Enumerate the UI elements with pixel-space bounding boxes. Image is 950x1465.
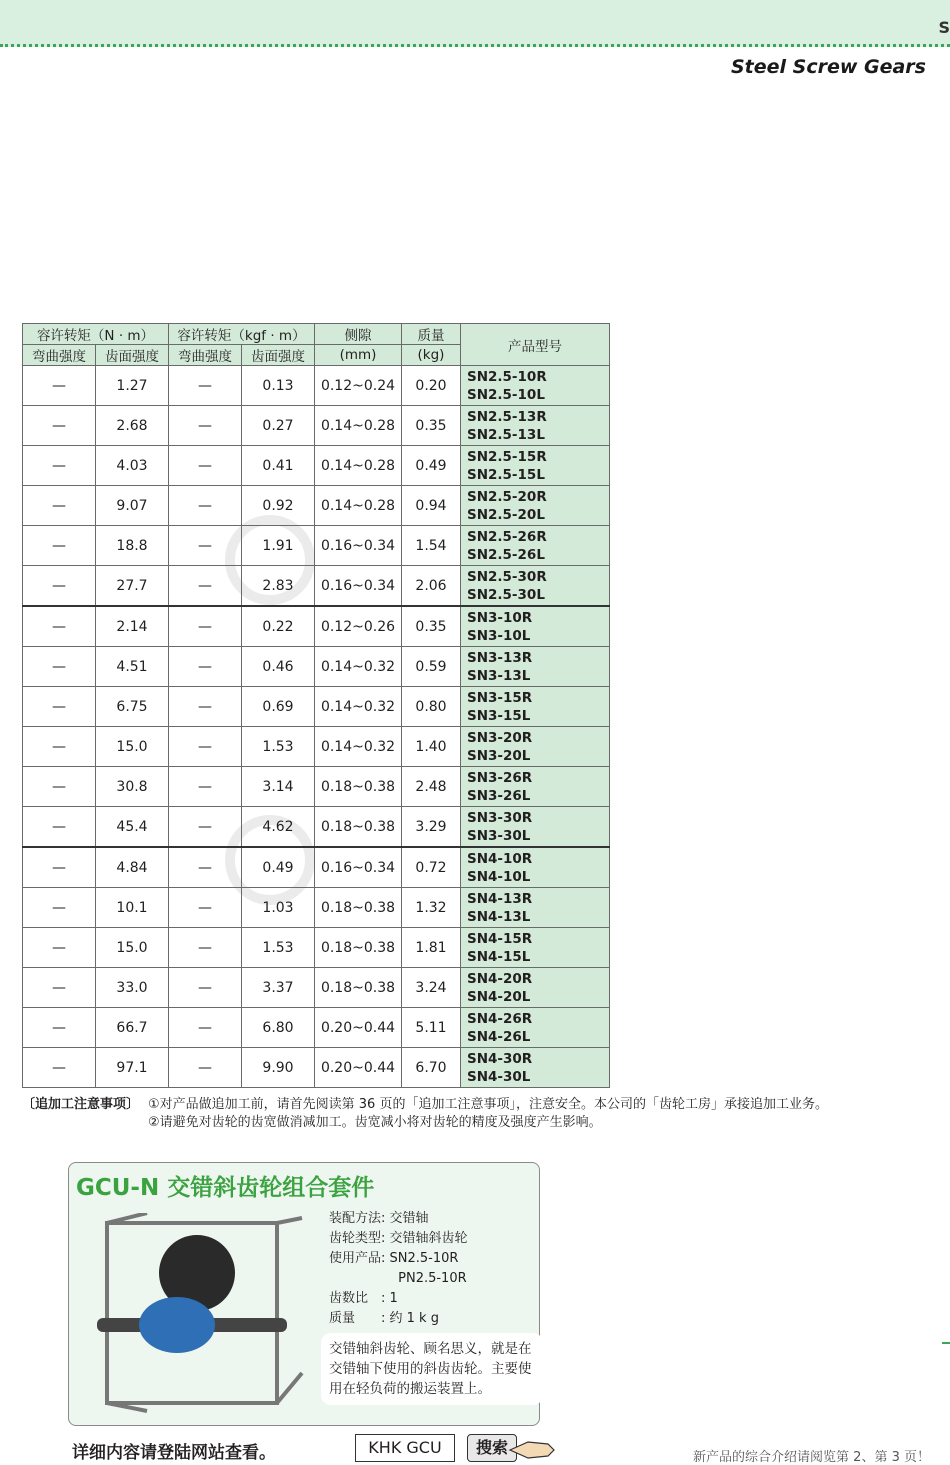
table-row	[23, 566, 610, 607]
cell-mass: 1.32	[402, 888, 461, 928]
table-row	[23, 486, 610, 526]
cell-surface-kgfm: 9.90	[242, 1048, 315, 1088]
cell-model	[461, 807, 610, 848]
table-row	[23, 647, 610, 687]
model-right: SN3-10R	[467, 609, 533, 626]
cell-backlash: 0.14~0.28	[315, 486, 402, 526]
cell-bending-nm: —	[23, 1048, 96, 1088]
cell-backlash: 0.16~0.34	[315, 526, 402, 566]
cell-mass: 3.24	[402, 968, 461, 1008]
cell-bending-nm: —	[23, 807, 96, 848]
model-left: SN3-10L	[467, 627, 531, 644]
model-right: SN2.5-10R	[467, 368, 547, 385]
cell-surface-nm: 15.0	[96, 727, 169, 767]
cell-model	[461, 446, 610, 486]
model-left: SN3-30L	[467, 827, 531, 844]
cell-bending-kgfm: —	[169, 687, 242, 727]
cell-surface-nm: 2.68	[96, 406, 169, 446]
cell-mass: 6.70	[402, 1048, 461, 1088]
cell-surface-kgfm: 0.13	[242, 366, 315, 406]
cell-surface-kgfm: 3.14	[242, 767, 315, 807]
cell-surface-nm: 66.7	[96, 1008, 169, 1048]
header-allow-torque-kgfm: 容许转矩（kgf · m）	[169, 324, 315, 345]
cell-surface-nm: 15.0	[96, 928, 169, 968]
cell-bending-nm: —	[23, 486, 96, 526]
cell-bending-kgfm: —	[169, 446, 242, 486]
cell-mass: 0.35	[402, 606, 461, 647]
model-right: SN2.5-20R	[467, 488, 547, 505]
cell-surface-kgfm: 6.80	[242, 1008, 315, 1048]
cell-mass: 0.49	[402, 446, 461, 486]
kit-title: GCU-N 交错斜齿轮组合套件	[76, 1175, 375, 1201]
model-right: SN3-30R	[467, 809, 533, 826]
cell-mass: 1.81	[402, 928, 461, 968]
model-left: SN4-26L	[467, 1028, 531, 1045]
cell-bending-kgfm: —	[169, 1008, 242, 1048]
cell-backlash: 0.18~0.38	[315, 767, 402, 807]
cell-surface-nm: 1.27	[96, 366, 169, 406]
model-right: SN4-30R	[467, 1050, 533, 1067]
cell-surface-nm: 18.8	[96, 526, 169, 566]
cell-bending-kgfm: —	[169, 606, 242, 647]
cell-surface-nm: 2.14	[96, 606, 169, 647]
cell-bending-nm: —	[23, 526, 96, 566]
cell-surface-kgfm: 0.49	[242, 847, 315, 888]
cell-bending-nm: —	[23, 566, 96, 607]
model-left: SN2.5-15L	[467, 466, 545, 483]
header-allow-torque-nm: 容许转矩（N · m）	[23, 324, 169, 345]
note-line-2: ②请避免对齿轮的齿宽做消减加工。齿宽减小将对齿轮的精度及强度产生影响。	[148, 1115, 602, 1130]
cell-surface-kgfm: 0.92	[242, 486, 315, 526]
cell-bending-nm: —	[23, 606, 96, 647]
search-box[interactable]: KHK GCU	[355, 1434, 455, 1462]
cell-bending-kgfm: —	[169, 647, 242, 687]
cell-bending-kgfm: —	[169, 807, 242, 848]
model-left: SN3-13L	[467, 667, 531, 684]
kit-spec-mass: 质量 : 约 1 k g	[329, 1311, 439, 1326]
cell-surface-kgfm: 1.53	[242, 928, 315, 968]
table-row	[23, 406, 610, 446]
table-row	[23, 888, 610, 928]
cell-bending-nm: —	[23, 1008, 96, 1048]
cell-backlash: 0.16~0.34	[315, 566, 402, 607]
cell-surface-kgfm: 2.83	[242, 566, 315, 607]
cell-bending-nm: —	[23, 968, 96, 1008]
cell-bending-nm: —	[23, 767, 96, 807]
model-right: SN3-26R	[467, 769, 533, 786]
cell-backlash: 0.12~0.24	[315, 366, 402, 406]
table-row	[23, 366, 610, 406]
cell-surface-nm: 30.8	[96, 767, 169, 807]
table-row	[23, 526, 610, 566]
cell-model	[461, 566, 610, 607]
cell-model	[461, 606, 610, 647]
cell-model	[461, 928, 610, 968]
model-right: SN2.5-15R	[467, 448, 547, 465]
cell-surface-kgfm: 0.69	[242, 687, 315, 727]
page-edge-mark	[942, 1342, 950, 1344]
header-backlash-unit: (mm)	[315, 345, 402, 366]
cell-bending-nm: —	[23, 928, 96, 968]
cell-bending-kgfm: —	[169, 968, 242, 1008]
cell-mass: 2.48	[402, 767, 461, 807]
page-edge-letter: S	[938, 18, 950, 37]
cell-bending-kgfm: —	[169, 888, 242, 928]
table-row	[23, 446, 610, 486]
cell-bending-nm: —	[23, 406, 96, 446]
model-left: SN4-15L	[467, 948, 531, 965]
cell-model	[461, 767, 610, 807]
header-bending-nm: 弯曲强度	[23, 345, 96, 366]
cell-backlash: 0.14~0.28	[315, 446, 402, 486]
table-row	[23, 606, 610, 647]
model-left: SN4-13L	[467, 908, 531, 925]
kit-spec-ratio: 齿数比 : 1	[329, 1291, 398, 1306]
table-header-row	[23, 324, 610, 345]
cell-surface-kgfm: 1.03	[242, 888, 315, 928]
model-left: SN3-15L	[467, 707, 531, 724]
cell-bending-kgfm: —	[169, 1048, 242, 1088]
model-right: SN3-15R	[467, 689, 533, 706]
model-right: SN2.5-30R	[467, 568, 547, 585]
header-model: 产品型号	[461, 324, 610, 366]
cell-mass: 3.29	[402, 807, 461, 848]
cell-mass: 5.11	[402, 1008, 461, 1048]
cell-backlash: 0.12~0.26	[315, 606, 402, 647]
cell-model	[461, 727, 610, 767]
cell-bending-kgfm: —	[169, 928, 242, 968]
spec-table	[22, 323, 610, 1088]
cell-mass: 0.72	[402, 847, 461, 888]
cell-surface-kgfm: 1.53	[242, 727, 315, 767]
table-row	[23, 687, 610, 727]
cell-mass: 0.20	[402, 366, 461, 406]
cell-surface-kgfm: 0.46	[242, 647, 315, 687]
model-left: SN3-26L	[467, 787, 531, 804]
kit-panel	[68, 1162, 540, 1426]
section-title: Steel Screw Gears	[730, 56, 926, 78]
table-row	[23, 727, 610, 767]
model-right: SN3-13R	[467, 649, 533, 666]
cell-backlash: 0.16~0.34	[315, 847, 402, 888]
gear-kit-image	[87, 1213, 307, 1418]
model-left: SN3-20L	[467, 747, 531, 764]
table-row	[23, 807, 610, 848]
pointer-hand-icon	[508, 1436, 558, 1462]
cell-bending-kgfm: —	[169, 847, 242, 888]
cell-model	[461, 486, 610, 526]
cell-bending-kgfm: —	[169, 406, 242, 446]
cell-surface-nm: 4.03	[96, 446, 169, 486]
table-row	[23, 847, 610, 888]
cell-backlash: 0.14~0.32	[315, 727, 402, 767]
cell-surface-kgfm: 0.41	[242, 446, 315, 486]
cell-surface-nm: 45.4	[96, 807, 169, 848]
header-surface-kgfm: 齿面强度	[242, 345, 315, 366]
cell-surface-nm: 27.7	[96, 566, 169, 607]
cell-bending-kgfm: —	[169, 566, 242, 607]
table-row	[23, 1048, 610, 1088]
cell-surface-nm: 4.84	[96, 847, 169, 888]
cell-bending-nm: —	[23, 687, 96, 727]
cell-bending-nm: —	[23, 847, 96, 888]
cell-backlash: 0.18~0.38	[315, 928, 402, 968]
cell-bending-nm: —	[23, 446, 96, 486]
table-row	[23, 968, 610, 1008]
cell-surface-kgfm: 1.91	[242, 526, 315, 566]
model-left: SN4-30L	[467, 1068, 531, 1085]
cell-backlash: 0.14~0.32	[315, 647, 402, 687]
cell-bending-nm: —	[23, 647, 96, 687]
model-right: SN4-10R	[467, 850, 533, 867]
cell-model	[461, 968, 610, 1008]
model-right: SN4-26R	[467, 1010, 533, 1027]
model-right: SN4-15R	[467, 930, 533, 947]
cell-surface-nm: 97.1	[96, 1048, 169, 1088]
model-right: SN3-20R	[467, 729, 533, 746]
cell-model	[461, 1048, 610, 1088]
table-row	[23, 767, 610, 807]
cell-mass: 0.94	[402, 486, 461, 526]
cell-mass: 1.54	[402, 526, 461, 566]
cell-backlash: 0.20~0.44	[315, 1048, 402, 1088]
cell-surface-nm: 4.51	[96, 647, 169, 687]
cell-bending-kgfm: —	[169, 366, 242, 406]
cell-model	[461, 687, 610, 727]
model-left: SN4-10L	[467, 868, 531, 885]
footer-page-reference: 新产品的综合介绍请阅览第 2、第 3 页！	[693, 1450, 930, 1465]
cell-model	[461, 366, 610, 406]
cell-bending-kgfm: —	[169, 767, 242, 807]
cell-model	[461, 647, 610, 687]
model-left: SN2.5-26L	[467, 546, 545, 563]
cell-surface-nm: 10.1	[96, 888, 169, 928]
cell-backlash: 0.18~0.38	[315, 968, 402, 1008]
model-right: SN4-13R	[467, 890, 533, 907]
cell-bending-nm: —	[23, 888, 96, 928]
cell-model	[461, 847, 610, 888]
cell-bending-kgfm: —	[169, 526, 242, 566]
cell-bending-nm: —	[23, 366, 96, 406]
cell-model	[461, 526, 610, 566]
cell-mass: 0.80	[402, 687, 461, 727]
kit-spec-assembly: 装配方法: 交错轴	[329, 1211, 429, 1226]
table-row	[23, 928, 610, 968]
header-mass-unit: (kg)	[402, 345, 461, 366]
model-right: SN4-20R	[467, 970, 533, 987]
cell-backlash: 0.14~0.32	[315, 687, 402, 727]
top-band	[0, 0, 950, 47]
cell-bending-kgfm: —	[169, 486, 242, 526]
model-left: SN2.5-20L	[467, 506, 545, 523]
header-surface-nm: 齿面强度	[96, 345, 169, 366]
kit-spec-products-2: PN2.5-10R	[329, 1271, 467, 1286]
cell-mass: 1.40	[402, 727, 461, 767]
kit-spec-products: 使用产品: SN2.5-10R	[329, 1251, 459, 1266]
header-bending-kgfm: 弯曲强度	[169, 345, 242, 366]
cell-mass: 0.35	[402, 406, 461, 446]
model-left: SN4-20L	[467, 988, 531, 1005]
cell-backlash: 0.14~0.28	[315, 406, 402, 446]
cell-bending-nm: —	[23, 727, 96, 767]
header-mass: 质量	[402, 324, 461, 345]
table-row	[23, 1008, 610, 1048]
cell-surface-nm: 33.0	[96, 968, 169, 1008]
cell-surface-nm: 6.75	[96, 687, 169, 727]
cell-bending-kgfm: —	[169, 727, 242, 767]
footer-website-note: 详细内容请登陆网站查看。	[72, 1443, 276, 1463]
kit-spec-gear-type: 齿轮类型: 交错轴斜齿轮	[329, 1231, 468, 1246]
cell-surface-kgfm: 0.22	[242, 606, 315, 647]
cell-mass: 2.06	[402, 566, 461, 607]
notes-label: 〔追加工注意事项〕	[22, 1097, 140, 1112]
cell-surface-kgfm: 4.62	[242, 807, 315, 848]
cell-model	[461, 1008, 610, 1048]
kit-specs	[329, 1209, 468, 1329]
note-line-1: ①对产品做追加工前，请首先阅读第 36 页的「追加工注意事项」，注意安全。本公司的「齿轮工房」承接追加工业务。	[148, 1097, 828, 1112]
cell-backlash: 0.18~0.38	[315, 807, 402, 848]
cell-backlash: 0.20~0.44	[315, 1008, 402, 1048]
cell-surface-kgfm: 3.37	[242, 968, 315, 1008]
cell-backlash: 0.18~0.38	[315, 888, 402, 928]
model-right: SN2.5-13R	[467, 408, 547, 425]
cell-surface-nm: 9.07	[96, 486, 169, 526]
model-left: SN2.5-30L	[467, 586, 545, 603]
kit-description: 交错轴斜齿轮、顾名思义，就是在交错轴下使用的斜齿齿轮。主要使用在轻负荷的搬运装置上。	[321, 1333, 543, 1405]
cell-mass: 0.59	[402, 647, 461, 687]
cell-surface-kgfm: 0.27	[242, 406, 315, 446]
model-left: SN2.5-13L	[467, 426, 545, 443]
search-button[interactable]: 搜索	[467, 1434, 517, 1462]
model-left: SN2.5-10L	[467, 386, 545, 403]
cell-model	[461, 406, 610, 446]
cell-model	[461, 888, 610, 928]
model-right: SN2.5-26R	[467, 528, 547, 545]
header-backlash: 侧隙	[315, 324, 402, 345]
